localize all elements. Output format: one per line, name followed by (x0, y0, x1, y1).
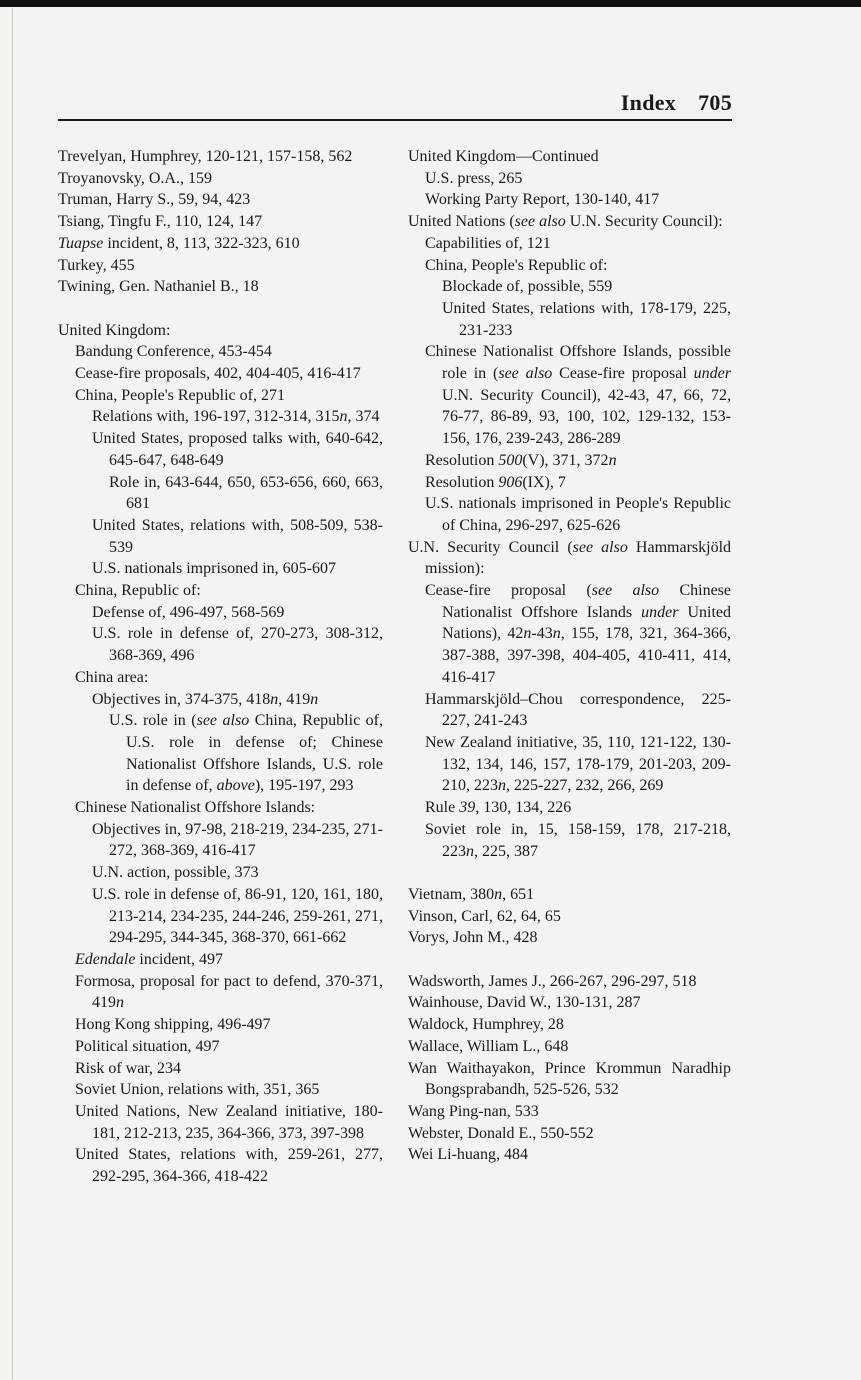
entry-text: U.N. Security Council): (565, 213, 723, 231)
index-entry (408, 906, 731, 928)
index-entry (408, 1036, 731, 1058)
entry-text: United Kingdom—Continued (408, 148, 599, 165)
entry-text: Political situation, 497 (75, 1037, 220, 1055)
entry-text: Wadsworth, James J., 266-267, 296-297, 518 (408, 972, 697, 990)
entry-text: n (523, 625, 532, 643)
index-entry (408, 971, 731, 993)
entry-text: (V), 371, 372 (522, 451, 609, 469)
index-entry (58, 146, 383, 168)
entry-text: Turkey, 455 (58, 256, 135, 274)
index-entry (408, 927, 731, 949)
index-entry (408, 1058, 735, 1101)
entry-text: -43 (531, 625, 553, 643)
entry-text: n (466, 842, 474, 860)
index-entry (408, 189, 731, 211)
index-entry (58, 341, 383, 363)
entry-text: Risk of war, 234 (75, 1059, 182, 1077)
index-entry (408, 298, 735, 341)
index-entry (58, 1079, 383, 1101)
index-entry (58, 623, 387, 666)
index-entry (58, 320, 383, 342)
index-entry (58, 862, 383, 884)
entry-text: Webster, Donald E., 550-552 (408, 1124, 594, 1142)
index-entry (408, 819, 735, 862)
index-entry (58, 406, 383, 428)
index-entry (58, 710, 388, 797)
index-entry (58, 428, 387, 471)
index-entry (58, 1058, 383, 1080)
index-entry (408, 732, 731, 797)
index-entry (408, 233, 731, 255)
entry-text: U.S. nationals imprisoned in, 605-607 (92, 560, 336, 578)
entry-text: U.N. Security Council ( (408, 538, 573, 556)
index-entry (408, 276, 731, 298)
index-entry (58, 276, 383, 298)
index-entry (408, 472, 731, 494)
index-entry (58, 558, 383, 580)
entry-text: Wei Li-huang, 484 (408, 1146, 529, 1164)
entry-text: n (116, 994, 124, 1012)
page-number: 705 (698, 90, 732, 115)
index-entry (58, 189, 383, 211)
entry-text: , 155, 178, 321, 364-366, 387-388, 397-398, 404-405, 410-411, 414, 416-417 (442, 625, 736, 686)
entry-text: U.S. role in ( (109, 712, 197, 730)
index-entry (58, 168, 383, 190)
index-column-right (408, 146, 736, 1166)
entry-text: ), 195-197, 293 (254, 777, 354, 795)
index-entry (408, 493, 735, 536)
entry-text: Formosa, proposal for pact to defend, 370-371, 419 (75, 972, 387, 1012)
entry-text: U.S. nationals imprisoned in People's Republic of China, 296-297, 625-626 (425, 495, 735, 534)
entry-text: Cease-fire proposal (552, 365, 694, 383)
index-entry (58, 211, 383, 233)
entry-text: n (552, 625, 561, 643)
header-label: Index (620, 90, 677, 115)
entry-text: U.S. role in defense of, 86-91, 120, 161, 180, 213-214, 234-235, 244-246, 259-261, 271, 294-295, 344-345, 368-370, 661-662 (92, 885, 387, 947)
entry-text: United States, relations with, 508-509, 538-539 (92, 516, 383, 556)
entry-text: (IX), 7 (522, 473, 566, 491)
entry-text: United Nations ( (408, 213, 515, 231)
entry-text: see also (591, 582, 660, 600)
entry-text: , 419 (278, 690, 311, 708)
entry-text: Resolution (425, 451, 499, 469)
index-entry (58, 255, 383, 277)
index-entry (58, 1144, 387, 1187)
index-entry (58, 667, 383, 689)
entry-text: 500 (498, 451, 523, 469)
index-entry (58, 797, 383, 819)
entry-text: U.N. Security Council), 42-43, 47, 66, 72, 76-77, 86-89, 93, 100, 102, 129-132, 153-156, 176, 239-243, 286-289 (442, 365, 735, 448)
index-entry (58, 884, 387, 949)
entry-text: China, Republic of, U.S. role in defense of; Chinese Nationalist Offshore Islands, U.S. role in defense of, (126, 712, 388, 795)
entry-text: United States, relations with, 259-261, 277, 292-295, 364-366, 418-422 (75, 1146, 387, 1186)
index-entry (58, 515, 383, 558)
index-entry (58, 472, 387, 515)
entry-text: Tuapse (58, 234, 104, 252)
index-entry (408, 168, 731, 190)
index-entry (58, 233, 383, 255)
entry-text: , 130, 134, 226 (475, 799, 572, 817)
index-entry (58, 602, 383, 624)
index-entry (408, 211, 731, 233)
entry-text: n (608, 451, 617, 469)
entry-text: Truman, Harry S., 59, 94, 423 (58, 191, 251, 209)
entry-text: n (270, 690, 279, 708)
entry-text: U.S. role in defense of, 270-273, 308-312, 368-369, 496 (92, 625, 387, 665)
index-entry (408, 1101, 731, 1123)
entry-text: Twining, Gen. Nathaniel B., 18 (58, 278, 259, 296)
entry-text: n (494, 885, 503, 903)
index-entry (408, 537, 736, 580)
entry-text: Edendale (75, 951, 136, 968)
entry-text: above (216, 777, 255, 795)
index-entry (408, 450, 731, 472)
entry-text: Blockade of, possible, 559 (442, 278, 613, 296)
index-entry (58, 385, 383, 407)
entry-text: Waldock, Humphrey, 28 (408, 1016, 564, 1034)
entry-text: Objectives in, 97-98, 218-219, 234-235, 271-272, 368-369, 416-417 (92, 820, 383, 860)
entry-text: Relations with, 196-197, 312-314, 315 (92, 408, 340, 426)
entry-text: United States, relations with, 178-179, 225, 231-233 (442, 299, 735, 339)
entry-text: n (339, 408, 348, 426)
entry-text: n (310, 690, 319, 708)
entry-text: Defense of, 496-497, 568-569 (92, 603, 285, 621)
index-entry (58, 1101, 383, 1144)
index-entry (58, 1036, 383, 1058)
entry-text: incident, 497 (135, 951, 223, 968)
entry-text: Rule (425, 799, 460, 817)
index-entry (58, 363, 383, 385)
entry-text: Wang Ping-nan, 533 (408, 1102, 539, 1120)
index-entry (408, 992, 731, 1014)
index-entry (408, 255, 731, 277)
entry-text: Bandung Conference, 453-454 (75, 343, 272, 361)
index-column-left (58, 146, 388, 1188)
entry-text: Wainhouse, David W., 130-131, 287 (408, 994, 641, 1012)
entry-text: Cease-fire proposal ( (425, 582, 592, 600)
index-entry (58, 819, 383, 862)
entry-text: New Zealand initiative, 35, 110, 121-122, 130-132, 134, 146, 157, 178-179, 201-203, 209-210, 223 (425, 733, 731, 795)
entry-text: U.N. action, possible, 373 (92, 864, 259, 882)
entry-text: Resolution (425, 473, 499, 491)
entry-text: under (693, 365, 731, 383)
page-edge-line (12, 8, 13, 1380)
index-entry (408, 341, 735, 450)
entry-text: Role in, 643-644, 650, 653-656, 660, 663, 681 (109, 473, 387, 513)
index-entry (408, 146, 731, 168)
entry-text: Working Party Report, 130-140, 417 (425, 191, 660, 209)
index-entry (58, 689, 383, 711)
entry-text: Tsiang, Tingfu F., 110, 124, 147 (58, 213, 263, 231)
entry-text: Hong Kong shipping, 496-497 (75, 1016, 271, 1034)
index-entry (408, 1123, 731, 1145)
entry-text: Wallace, William L., 648 (408, 1037, 569, 1055)
index-entry (408, 797, 731, 819)
entry-text: , 374 (347, 408, 380, 426)
header-rule (58, 119, 732, 121)
entry-text: China area: (75, 668, 149, 686)
entry-text: China, Republic of: (75, 582, 201, 600)
entry-text: United Nations), 42 (442, 603, 735, 643)
entry-text: , 651 (502, 885, 535, 903)
entry-text: Wan Waithayakon, Prince Krommun Naradhip Bongsprabandh, 525-526, 532 (408, 1059, 735, 1099)
entry-text: Trevelyan, Humphrey, 120-121, 157-158, 562 (58, 148, 353, 165)
entry-text: China, People's Republic of: (425, 256, 608, 274)
entry-text: United Kingdom: (58, 321, 171, 339)
index-entry (58, 971, 387, 1014)
entry-text: Cease-fire proposals, 402, 404-405, 416-417 (75, 365, 361, 383)
entry-text: Soviet Union, relations with, 351, 365 (75, 1081, 320, 1099)
index-entry (58, 1014, 383, 1036)
entry-text: Hammarskjöld mission): (425, 538, 736, 578)
index-entry (58, 580, 383, 602)
index-entry (408, 689, 731, 732)
index-entry (408, 884, 731, 906)
entry-text: n (498, 777, 506, 795)
index-entry (408, 1144, 731, 1166)
index-entry (58, 949, 383, 971)
entry-text: see also (498, 365, 553, 383)
top-edge-bar (0, 0, 861, 7)
entry-text: United States, proposed talks with, 640-642, 645-647, 648-649 (92, 430, 387, 469)
entry-text: Soviet role in, 15, 158-159, 178, 217-218, 223 (425, 820, 735, 860)
entry-text: Hammarskjöld–Chou correspondence, 225-227, 241-243 (425, 690, 731, 730)
entry-text: Vorys, John M., 428 (408, 929, 538, 947)
entry-text: , 225-227, 232, 266, 269 (506, 777, 664, 795)
entry-text: Chinese Nationalist Offshore Islands: (75, 799, 316, 817)
entry-text: see also (514, 213, 566, 231)
entry-text: U.S. press, 265 (425, 169, 523, 187)
entry-text: Objectives in, 374-375, 418 (92, 690, 271, 708)
entry-text: under (641, 603, 679, 621)
entry-text: Capabilities of, 121 (425, 234, 551, 252)
entry-text: , 225, 387 (474, 842, 538, 860)
entry-text: 906 (498, 473, 523, 491)
entry-text: see also (572, 538, 628, 556)
entry-text: Vietnam, 380 (408, 885, 495, 903)
index-entry (408, 1014, 731, 1036)
entry-text: China, People's Republic of, 271 (75, 386, 285, 404)
entry-text: United Nations, New Zealand initiative, 180-181, 212-213, 235, 364-366, 373, 397-398 (75, 1102, 383, 1142)
entry-text: see also (196, 712, 250, 730)
running-header (58, 90, 732, 120)
entry-text: Troyanovsky, O.A., 159 (58, 169, 212, 187)
entry-text: 39 (459, 799, 476, 817)
index-entry (408, 580, 736, 689)
entry-text: Chinese Nationalist Offshore Islands, possible role in ( (425, 343, 735, 383)
entry-text: Vinson, Carl, 62, 64, 65 (408, 907, 561, 925)
entry-text: incident, 8, 113, 322-323, 610 (103, 234, 300, 252)
entry-text: Chinese Nationalist Offshore Islands (442, 582, 735, 621)
